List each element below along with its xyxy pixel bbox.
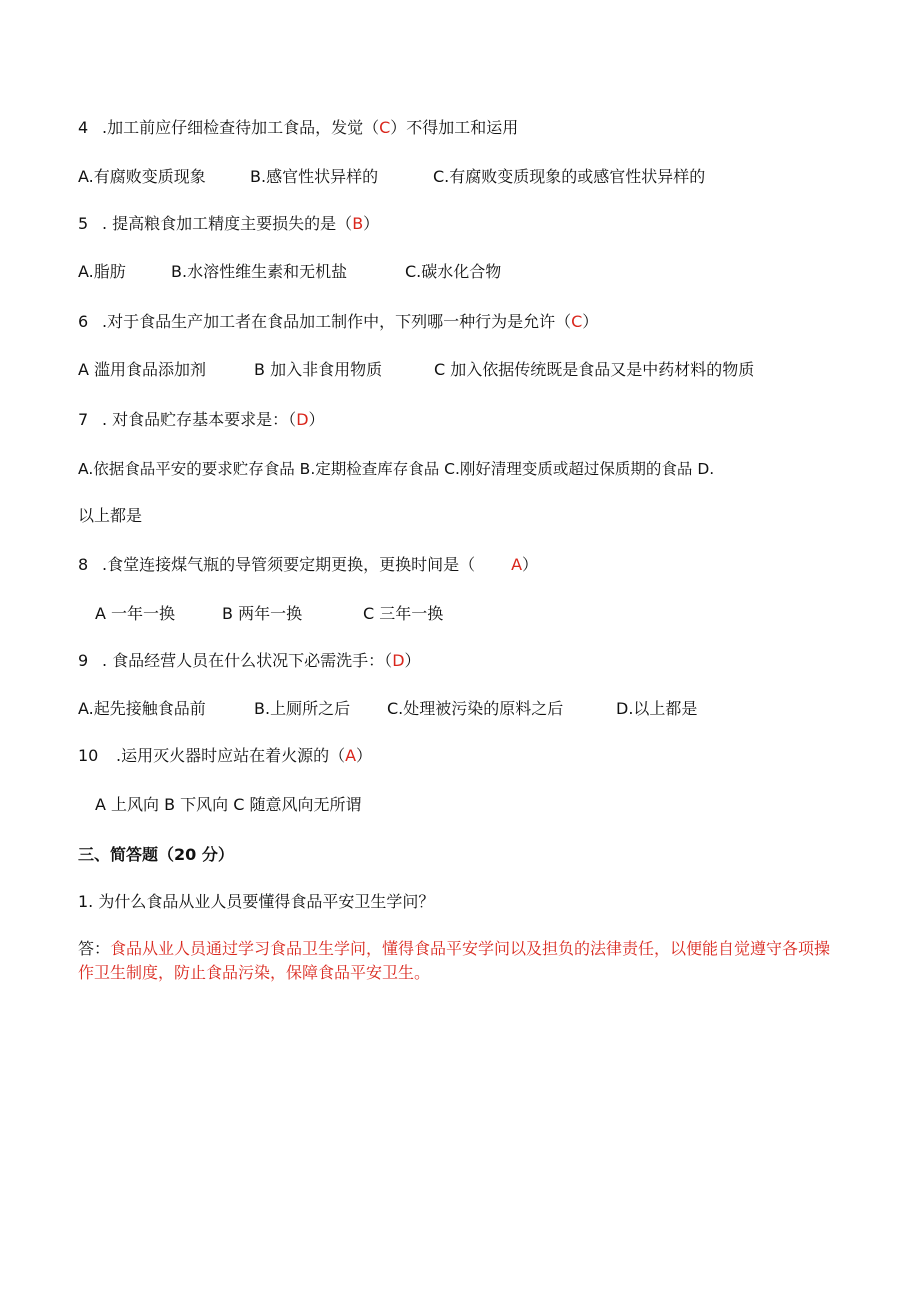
options-text: A 上风向 B 下风向 C 随意风向无所谓 <box>95 795 362 814</box>
question-number: 8 <box>78 555 89 574</box>
question-4 <box>78 118 518 138</box>
question-text: .食堂连接煤气瓶的导管须要定期更换，更换时间是（ <box>102 555 476 574</box>
question-text-end: ） <box>522 555 539 574</box>
options-9 <box>78 699 697 719</box>
answer-letter: B <box>352 214 364 233</box>
question-8 <box>78 555 538 575</box>
option-b: B 两年一换 <box>222 604 303 623</box>
question-6 <box>78 312 598 332</box>
option-c: C 三年一换 <box>363 604 444 623</box>
question-text: .对于食品生产加工者在食品加工制作中，下列哪一种行为是允许（ <box>102 312 572 331</box>
question-number: 5 <box>78 214 89 233</box>
question-text: .运用灭火器时应站在着火源的（ <box>116 746 346 765</box>
option-a: A.起先接触食品前 <box>78 699 206 718</box>
question-text: . 提高粮食加工精度主要损失的是（ <box>102 214 353 233</box>
question-text: . 食品经营人员在什么状况下必需洗手：（ <box>102 651 393 670</box>
section-title: 三、简答题（20 分） <box>78 845 234 864</box>
question-text: . 对食品贮存基本要求是：（ <box>102 410 297 429</box>
question-text: .加工前应仔细检查待加工食品，发觉（ <box>102 118 380 137</box>
option-a: A 滥用食品添加剂 <box>78 360 207 379</box>
question-number: 10 <box>78 746 99 765</box>
option-d: D.以上都是 <box>616 699 698 718</box>
option-b: B 加入非食用物质 <box>254 360 383 379</box>
option-c: C.处理被污染的原料之后 <box>387 699 564 718</box>
option-a: A.有腐败变质现象 <box>78 167 206 186</box>
options-10 <box>95 795 362 815</box>
options-7-cont <box>78 506 142 526</box>
options-text: A.依据食品平安的要求贮存食品 B.定期检查库存食品 C.刚好清理变质或超过保质期的食品 D. <box>78 460 715 478</box>
question-5 <box>78 214 379 234</box>
options-7 <box>78 459 714 479</box>
question-number: 4 <box>78 118 89 137</box>
question-7 <box>78 410 325 430</box>
answer-letter: D <box>296 410 309 429</box>
answer-letter: D <box>392 651 405 670</box>
question-number: 6 <box>78 312 89 331</box>
answer-label: 答： <box>78 939 111 958</box>
answer-text: 食品从业人员通过学习食品卫生学问，懂得食品平安学问以及担负的法律责任，以便能自觉遵守各项操作卫生制度，防止食品污染，保障食品平安卫生。 <box>78 939 831 982</box>
option-c: C.碳水化合物 <box>405 262 502 281</box>
question-text-end: ） <box>363 214 380 233</box>
option-c: C 加入依据传统既是食品又是中药材料的物质 <box>434 360 755 379</box>
options-6 <box>78 360 754 380</box>
option-a: A 一年一换 <box>95 604 176 623</box>
answer-letter: C <box>379 118 391 137</box>
question-text-end: ） <box>404 651 421 670</box>
options-5 <box>78 262 501 282</box>
option-d: 以上都是 <box>78 506 143 525</box>
answer-letter: A <box>345 746 357 765</box>
option-b: B.上厕所之后 <box>254 699 351 718</box>
question-text-end: ） <box>582 312 599 331</box>
question-text-end: ） <box>356 746 373 765</box>
option-c: C.有腐败变质现象的或感官性状异样的 <box>433 167 706 186</box>
question-text-end: ）不得加工和运用 <box>390 118 519 137</box>
question-text-end: ） <box>308 410 325 429</box>
options-4 <box>78 167 705 187</box>
question-number: 7 <box>78 410 89 429</box>
option-b: B.水溶性维生素和无机盐 <box>171 262 348 281</box>
short-answer-question-1: 1. 为什么食品从业人员要懂得食品平安卫生学问？ <box>78 892 435 911</box>
question-number: 9 <box>78 651 89 670</box>
option-a: A.脂肪 <box>78 262 126 281</box>
question-9 <box>78 651 421 671</box>
question-10 <box>78 746 372 766</box>
option-b: B.感官性状异样的 <box>250 167 379 186</box>
options-8 <box>95 604 443 624</box>
answer-letter: C <box>571 312 583 331</box>
answer-letter: A <box>511 555 523 574</box>
short-answer-1 <box>78 937 838 985</box>
